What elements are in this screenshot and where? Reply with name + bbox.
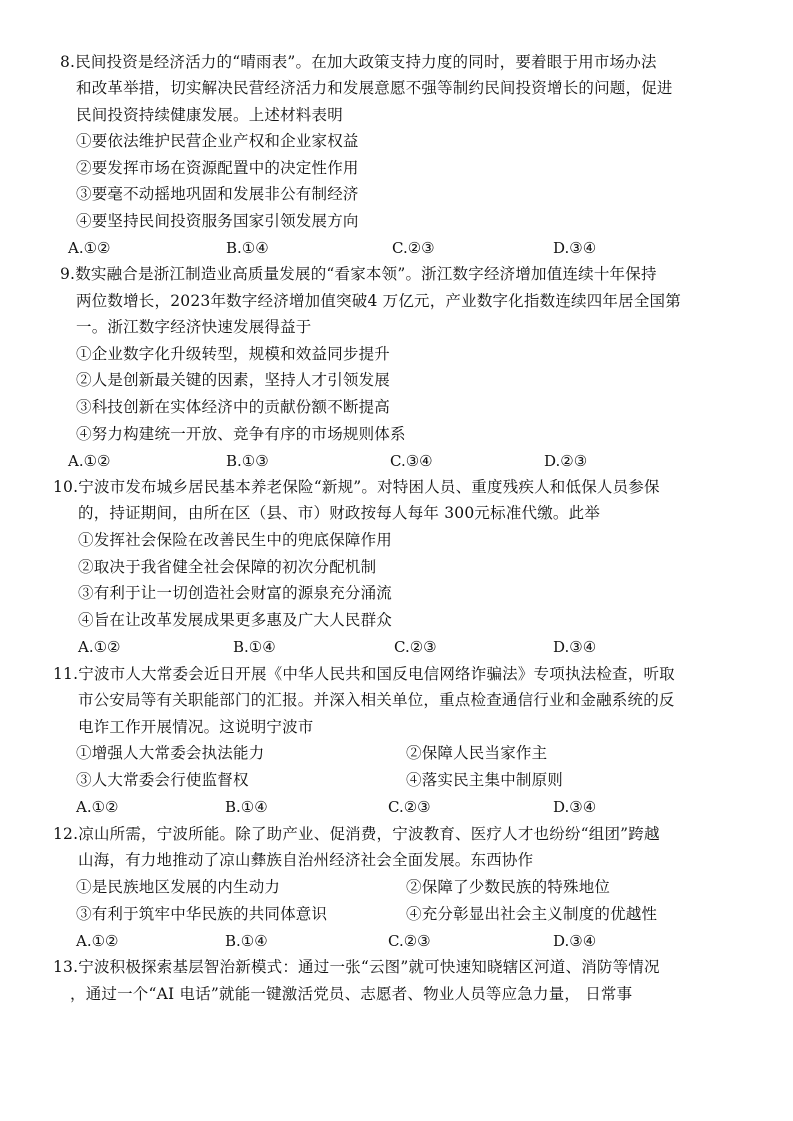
option-b: B.①④ (226, 239, 269, 257)
option-a: A.①② (76, 932, 119, 950)
answer-options (0, 637, 793, 657)
option-d: D.②③ (544, 452, 588, 470)
option-d: D.③④ (553, 932, 597, 950)
question-stem-line: 13.宁波积极探索基层智治新模式：通过一张“云图”就可快速知晓辖区河道、消防等情况 (53, 958, 660, 976)
answer-statement: ③科技创新在实体经济中的贡献份额不断提高 (76, 398, 391, 416)
question-stem-line: ，通过一个“AI 电话”就能一键激活党员、志愿者、物业人员等应急力量， 日常事 (70, 985, 633, 1003)
answer-options (0, 931, 793, 951)
option-c: C.②③ (388, 932, 431, 950)
option-b: B.①④ (225, 932, 268, 950)
question-stem-line: 市公安局等有关职能部门的汇报。并深入相关单位，重点检查通信行业和金融系统的反 (78, 691, 675, 709)
option-a: A.①② (78, 638, 121, 656)
answer-statement: ④要坚持民间投资服务国家引领发展方向 (76, 212, 359, 230)
answer-statement: ③有利于筑牢中华民族的共同体意识 (76, 905, 328, 923)
answer-statement: ④充分彰显出社会主义制度的优越性 (406, 905, 658, 923)
question-stem-line: 一。浙江数字经济快速发展得益于 (76, 318, 312, 336)
answer-statement: ①是民族地区发展的内生动力 (76, 878, 281, 896)
question-stem-line: 电诈工作开展情况。这说明宁波市 (78, 718, 314, 736)
question-stem-line: 的，持证期间，由所在区（县、市）财政按每人每年 300元标准代缴。此举 (78, 504, 601, 522)
option-a: A.①② (68, 452, 111, 470)
option-d: D.③④ (553, 239, 597, 257)
question-stem-line: 山海，有力地推动了凉山彝族自治州经济社会全面发展。东西协作 (78, 851, 534, 869)
answer-statement: ①要依法维护民营企业产权和企业家权益 (76, 132, 359, 150)
answer-statement: ④落实民主集中制原则 (406, 771, 564, 789)
answer-statement: ②要发挥市场在资源配置中的决定性作用 (76, 159, 359, 177)
option-a: A.①② (76, 798, 119, 816)
answer-statement: ③有利于让一切创造社会财富的源泉充分涌流 (78, 584, 393, 602)
option-a: A.①② (68, 239, 111, 257)
question-stem-line: 12.凉山所需，宁波所能。除了助产业、促消费，宁波教育、医疗人才也纷纷“组团”跨越 (53, 825, 660, 843)
answer-statement: ③人大常委会行使监督权 (76, 771, 249, 789)
answer-statement: ③要毫不动摇地巩固和发展非公有制经济 (76, 185, 359, 203)
question-stem-line: 11.宁波市人大常委会近日开展《中华人民共和国反电信网络诈骗法》专项执法检查，听取 (53, 665, 675, 683)
answer-statement: ④旨在让改革发展成果更多惠及广大人民群众 (78, 611, 393, 629)
option-c: C.②③ (392, 239, 435, 257)
answer-options (0, 451, 793, 471)
question-stem-line: 民间投资持续健康发展。上述材料表明 (76, 106, 343, 124)
question-stem-line: 10.宁波市发布城乡居民基本养老保险“新规”。对特困人员、重度残疾人和低保人员参保 (53, 478, 660, 496)
question-stem-line: 8.民间投资是经济活力的“晴雨表”。在加大政策支持力度的同时，要着眼于用市场办法 (60, 53, 657, 71)
question-stem-line: 和改革举措，切实解决民营经济活力和发展意愿不强等制约民间投资增长的问题，促进 (76, 79, 673, 97)
option-d: D.③④ (553, 638, 597, 656)
answer-statement: ②取决于我省健全社会保障的初次分配机制 (78, 558, 377, 576)
answer-statement: ②人是创新最关键的因素，坚持人才引领发展 (76, 371, 391, 389)
option-b: B.①④ (233, 638, 276, 656)
question-stem-line: 9.数实融合是浙江制造业高质量发展的“看家本领”。浙江数字经济增加值连续十年保持 (60, 265, 657, 283)
answer-statement: ①发挥社会保险在改善民生中的兜底保障作用 (78, 531, 393, 549)
answer-statement: ①增强人大常委会执法能力 (76, 744, 265, 762)
option-c: C.②③ (394, 638, 437, 656)
answer-statement: ②保障了少数民族的特殊地位 (406, 878, 611, 896)
answer-options (0, 238, 793, 258)
option-d: D.③④ (553, 798, 597, 816)
option-c: C.②③ (388, 798, 431, 816)
answer-statement: ②保障人民当家作主 (406, 744, 548, 762)
option-c: C.③④ (390, 452, 433, 470)
answer-statement: ①企业数字化升级转型，规模和效益同步提升 (76, 345, 391, 363)
answer-options (0, 797, 793, 817)
option-b: B.①④ (225, 798, 268, 816)
option-b: B.①③ (226, 452, 269, 470)
question-stem-line: 两位数增长，2023年数字经济增加值突破4 万亿元，产业数字化指数连续四年居全国第 (76, 292, 681, 310)
answer-statement: ④努力构建统一开放、竞争有序的市场规则体系 (76, 425, 406, 443)
